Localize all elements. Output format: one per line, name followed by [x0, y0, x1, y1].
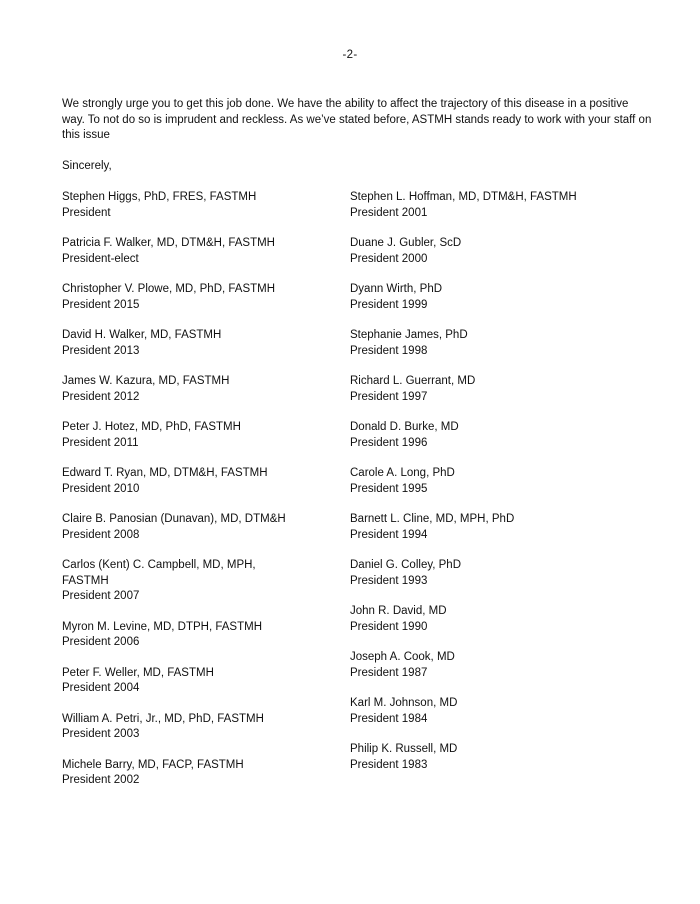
signature-block	[62, 236, 332, 267]
signatories-left-column	[62, 190, 332, 804]
signatory-title: President 1987	[350, 666, 428, 679]
signatory-title: President 2008	[62, 528, 140, 541]
signatory-name: Stephen L. Hoffman, MD, DTM&H, FASTMH	[350, 191, 577, 203]
signatory-title: President 2000	[350, 252, 428, 265]
signatory-title: President 1983	[350, 758, 428, 771]
signature-block	[350, 558, 650, 589]
signatory-name: David H. Walker, MD, FASTMH	[62, 329, 222, 341]
signatory-title: President 1997	[350, 390, 428, 403]
signature-block	[350, 512, 650, 543]
signatory-name: Karl M. Johnson, MD	[350, 697, 458, 709]
signatory-name: Peter J. Hotez, MD, PhD, FASTMH	[62, 421, 241, 433]
signature-block	[350, 696, 650, 727]
signature-block	[350, 420, 650, 451]
signatory-name: Daniel G. Colley, PhD	[350, 559, 461, 571]
signature-block	[350, 742, 650, 773]
signature-block	[62, 620, 332, 651]
signatory-title: President 1993	[350, 574, 428, 587]
signatory-title: President 2015	[62, 298, 140, 311]
signatory-name: William A. Petri, Jr., MD, PhD, FASTMH	[62, 712, 264, 725]
signatory-name: Philip K. Russell, MD	[350, 743, 458, 755]
body-paragraph: We strongly urge you to get this job done. We have the ability to affect the trajectory of this disease in a positive way. To not do so is imprudent and reckless. As we’ve stated before, ASTMH stands ready to work with your staff on this issue	[62, 98, 652, 141]
signature-block	[62, 558, 332, 605]
signature-block	[350, 282, 650, 313]
signatory-name: John R. David, MD	[350, 605, 447, 617]
signature-block	[350, 466, 650, 497]
signatories-right-column	[350, 190, 650, 788]
signatory-name: Dyann Wirth, PhD	[350, 283, 443, 295]
signature-block	[62, 190, 332, 221]
signatory-name: Patricia F. Walker, MD, DTM&H, FASTMH	[62, 237, 275, 249]
signatory-title: President 2003	[62, 728, 140, 740]
signature-block	[62, 328, 332, 359]
page-number: -2-	[342, 49, 358, 61]
signatory-title: President 2002	[62, 774, 140, 786]
signatory-name: Edward T. Ryan, MD, DTM&H, FASTMH	[62, 467, 268, 479]
signatory-name: Donald D. Burke, MD	[350, 421, 459, 433]
signatory-name: Peter F. Weller, MD, FASTMH	[62, 666, 214, 679]
signatory-title: President 2001	[350, 206, 428, 219]
closing-salutation: Sincerely,	[62, 160, 112, 172]
signature-block	[350, 328, 650, 359]
signatory-name: James W. Kazura, MD, FASTMH	[62, 375, 230, 387]
signatory-title: President 1990	[350, 620, 428, 633]
signature-block	[350, 236, 650, 267]
signatory-title: President 2004	[62, 682, 140, 694]
signatory-name: Carlos (Kent) C. Campbell, MD, MPH, FASTMH	[62, 559, 256, 587]
signatory-title: President 2013	[62, 344, 140, 357]
signatory-title: President 1995	[350, 482, 428, 495]
signatory-name: Barnett L. Cline, MD, MPH, PhD	[350, 513, 515, 525]
signatory-title: President 2012	[62, 390, 140, 403]
signature-block	[350, 190, 650, 221]
signatory-title: President 2007	[62, 590, 140, 602]
signatory-name: Christopher V. Plowe, MD, PhD, FASTMH	[62, 283, 276, 295]
signatory-title: President-elect	[62, 252, 139, 265]
signature-block	[62, 374, 332, 405]
signatory-title: President 1999	[350, 298, 428, 311]
signatory-title: President 1984	[350, 712, 428, 725]
signature-block	[62, 466, 332, 497]
signatory-name: Michele Barry, MD, FACP, FASTMH	[62, 758, 244, 771]
signatory-title: President 2006	[62, 636, 140, 648]
signatory-name: Richard L. Guerrant, MD	[350, 375, 476, 387]
signatory-name: Joseph A. Cook, MD	[350, 651, 455, 663]
signatory-name: Claire B. Panosian (Dunavan), MD, DTM&H	[62, 513, 286, 525]
signature-block	[62, 282, 332, 313]
signatory-name: Stephen Higgs, PhD, FRES, FASTMH	[62, 191, 257, 203]
signatory-title: President 2010	[62, 482, 140, 495]
signature-block	[62, 666, 332, 697]
signature-block	[62, 758, 332, 789]
signature-block	[350, 604, 650, 635]
signature-block	[62, 712, 332, 743]
signatory-title: President 1996	[350, 436, 428, 449]
signatory-title: President 2011	[62, 436, 139, 449]
signatory-name: Duane J. Gubler, ScD	[350, 237, 462, 249]
signatory-name: Carole A. Long, PhD	[350, 467, 455, 479]
signatory-title: President 1994	[350, 528, 428, 541]
signature-block	[62, 512, 332, 543]
signatory-title: President	[62, 206, 111, 219]
signature-block	[62, 420, 332, 451]
signatory-name: Myron M. Levine, MD, DTPH, FASTMH	[62, 620, 263, 633]
signatory-name: Stephanie James, PhD	[350, 329, 468, 341]
signatory-title: President 1998	[350, 344, 428, 357]
signature-block	[350, 374, 650, 405]
signature-block	[350, 650, 650, 681]
